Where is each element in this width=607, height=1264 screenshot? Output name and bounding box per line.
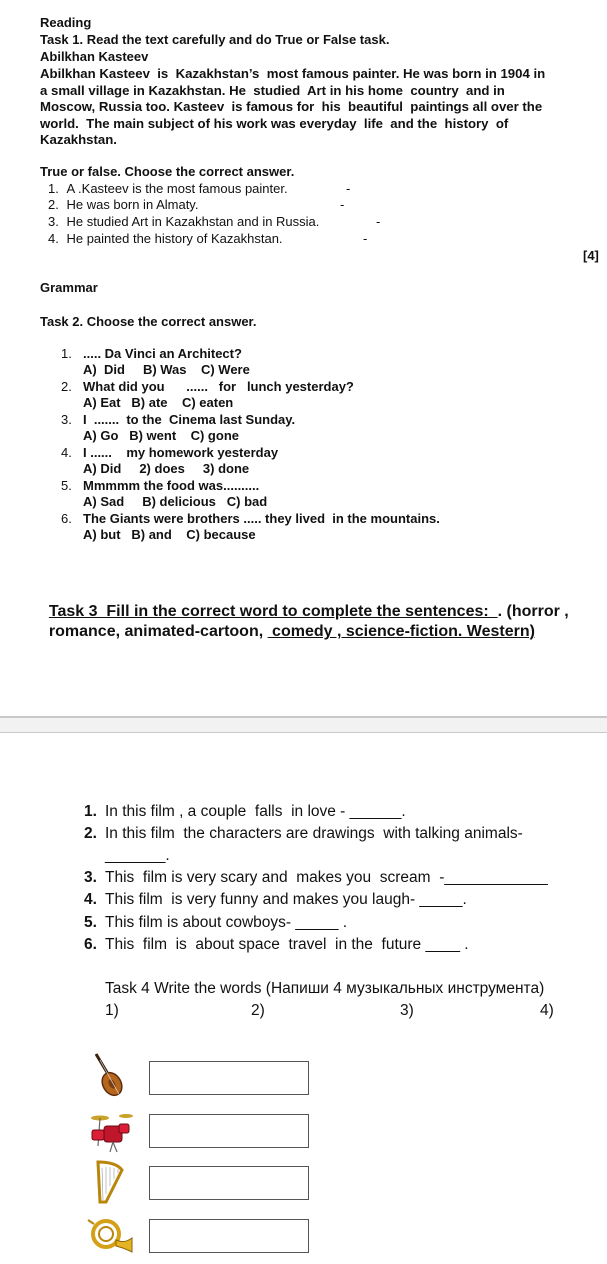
paragraph-line: Abilkhan Kasteev is Kazakhstan’s most famous painter. He was born in 1904 in: [40, 66, 546, 81]
tf-item: 3. He studied Art in Kazakhstan and in Russia.: [48, 214, 320, 229]
sentence-text[interactable]: This film is very funny and makes you laugh- _____.: [105, 891, 467, 908]
drum-kit-icon: [86, 1106, 134, 1154]
french-horn-icon: [86, 1210, 134, 1258]
task4-number: 4): [540, 1002, 554, 1019]
violin-icon: [86, 1052, 134, 1100]
answer-box-4[interactable]: [149, 1219, 309, 1253]
question-options: A) Did 2) does 3) done: [83, 461, 250, 476]
question-text: I ...... my homework yesterday: [83, 445, 279, 460]
question-text: What did you ...... for lunch yesterday?: [83, 379, 354, 394]
harp-icon: [86, 1158, 134, 1206]
task3-title: Task 3 Fill in the correct word to complete the sentences: . (horror ,: [48, 603, 569, 620]
paragraph-line: Moscow, Russia too. Kasteev is famous for his beautiful paintings all over the: [40, 99, 543, 114]
page-divider: [0, 732, 607, 733]
tf-answer-blank[interactable]: -: [363, 231, 368, 246]
tf-item: 1. A .Kasteev is the most famous painter.: [48, 181, 288, 196]
task4-number: 1): [105, 1002, 119, 1019]
question-text: I ....... to the Cinema last Sunday.: [83, 412, 296, 427]
question-number: 4.: [61, 445, 72, 460]
question-options: A) Did B) Was C) Were: [83, 362, 250, 377]
tf-answer-blank[interactable]: -: [376, 214, 381, 229]
task1-title: Task 1. Read the text carefully and do True or False task.: [40, 32, 390, 47]
sentence-number: 4.: [84, 891, 97, 908]
question-number: 1.: [61, 346, 72, 361]
sentence-text-continued[interactable]: _______.: [105, 847, 170, 864]
question-number: 6.: [61, 511, 72, 526]
paragraph-line: a small village in Kazakhstan. He studied Art in his home country and in: [40, 82, 505, 98]
answer-box-2[interactable]: [149, 1114, 309, 1148]
text-title: Abilkhan Kasteev: [40, 49, 149, 64]
paragraph-line: Kazakhstan.: [40, 132, 117, 147]
answer-box-3[interactable]: [149, 1166, 309, 1200]
question-options: A) Go B) went C) gone: [83, 428, 239, 443]
question-text: Mmmmm the food was..........: [83, 478, 260, 493]
question-number: 2.: [61, 379, 72, 394]
sentence-text[interactable]: In this film , a couple falls in love - ______.: [105, 803, 406, 820]
question-options: A) Sad B) delicious C) bad: [83, 494, 268, 509]
section-heading-reading: Reading: [40, 15, 92, 30]
sentence-text[interactable]: This film is very scary and makes you scream -____________: [105, 869, 548, 886]
page-gap: [0, 718, 607, 732]
sentence-text[interactable]: This film is about space travel in the future ____ .: [105, 936, 469, 953]
tf-answer-blank[interactable]: -: [340, 197, 345, 212]
sentence-number: 5.: [84, 914, 97, 931]
tf-item: 4. He painted the history of Kazakhstan.: [48, 231, 283, 246]
sentence-text[interactable]: In this film the characters are drawings with talking animals-: [105, 825, 523, 842]
question-options: A) but B) and C) because: [83, 527, 256, 542]
task2-title: Task 2. Choose the correct answer.: [40, 314, 257, 329]
tf-title: True or false. Choose the correct answer.: [40, 164, 295, 179]
tf-item: 2. He was born in Almaty.: [48, 197, 199, 212]
question-text: The Giants were brothers ..... they lived in the mountains.: [83, 511, 440, 526]
sentence-number: 1.: [84, 803, 97, 820]
sentence-number: 2.: [84, 825, 97, 842]
task4-title: Task 4 Write the words (Напиши 4 музыкальных инструмента): [105, 980, 545, 997]
score-mark: [4]: [583, 248, 599, 263]
question-options: A) Eat B) ate C) eaten: [83, 395, 234, 410]
sentence-text[interactable]: This film is about cowboys- _____ .: [105, 914, 348, 931]
task3-word-list: romance, animated-cartoon, comedy , science-fiction. Western): [48, 623, 535, 640]
question-number: 3.: [61, 412, 72, 427]
paragraph-line: world. The main subject of his work was everyday life and the history of: [40, 115, 509, 131]
sentence-number: 6.: [84, 936, 97, 953]
tf-answer-blank[interactable]: -: [346, 181, 351, 196]
sentence-number: 3.: [84, 869, 97, 886]
task4-number: 2): [251, 1002, 265, 1019]
answer-box-1[interactable]: [149, 1061, 309, 1095]
section-heading-grammar: Grammar: [40, 280, 98, 295]
reading-paragraph: [40, 66, 595, 149]
question-number: 5.: [61, 478, 72, 493]
task4-number: 3): [400, 1002, 414, 1019]
question-text: ..... Da Vinci an Architect?: [83, 346, 242, 361]
